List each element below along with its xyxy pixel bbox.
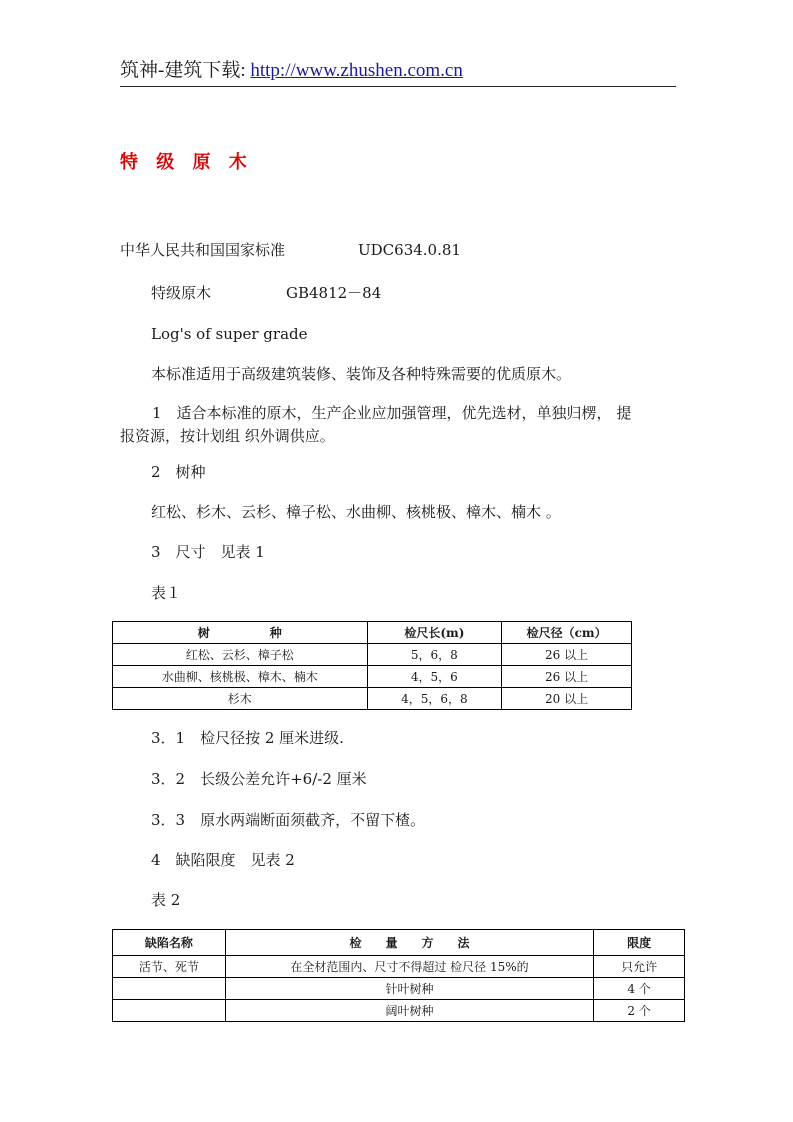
udc-code: UDC634.0.81 [358, 241, 461, 259]
table-row [113, 978, 685, 1000]
table-cell: 杉木 [113, 688, 368, 710]
table-header-cell: 检 量 方 法 [225, 930, 593, 956]
table-1-label: 表１ [151, 584, 182, 602]
clause-3-1: 3．1 检尺径按 2 厘米进级. [151, 729, 344, 747]
page-header [120, 58, 676, 87]
clause-1 [120, 402, 672, 448]
table-cell: 5，6，8 [367, 644, 502, 666]
table-cell [113, 978, 226, 1000]
clause-1-line-2: 报资源，按计划组 织外调供应。 [120, 427, 335, 445]
clause-4: 4 缺陷限度 见表 2 [151, 851, 295, 869]
site-name: 筑神-建筑下载: [120, 60, 246, 81]
clause-2: 2 树种 [151, 463, 206, 481]
table-row [113, 1000, 685, 1022]
table-cell: 4，5，6，8 [367, 688, 502, 710]
clause-3: 3 尺寸 见表 1 [151, 543, 265, 561]
table-header-cell: 检尺长(m) [367, 622, 502, 644]
table-header-cell: 限度 [594, 930, 685, 956]
table-header-cell: 检尺径（cm） [502, 622, 632, 644]
standard-org: 中华人民共和国国家标准 [120, 241, 286, 259]
table-cell: 26 以上 [502, 644, 632, 666]
table-cell: 阔叶树种 [225, 1000, 593, 1022]
clause-3-3: 3．3 原水两端断面须截齐，不留下楂。 [151, 811, 426, 829]
table-cell: 26 以上 [502, 666, 632, 688]
table-cell: 水曲柳、核桃极、樟木、楠木 [113, 666, 368, 688]
doc-title: 特 级 原 木 [120, 152, 253, 173]
table-header-row [113, 622, 632, 644]
table-cell: 2 个 [594, 1000, 685, 1022]
table-cell: 20 以上 [502, 688, 632, 710]
table-2-label: 表 2 [151, 891, 181, 909]
table-cell: 针叶树种 [225, 978, 593, 1000]
table-cell: 活节、死节 [113, 956, 226, 978]
table-cell: 4，5，6 [367, 666, 502, 688]
table-1 [112, 621, 632, 710]
table-cell [113, 1000, 226, 1022]
species-list: 红松、杉木、云杉、樟子松、水曲柳、核桃极、樟木、楠木 。 [151, 503, 561, 521]
table-header-cell: 缺陷名称 [113, 930, 226, 956]
clause-3-2: 3．2 长级公差允许+6/-2 厘米 [151, 770, 367, 788]
table-row [113, 666, 632, 688]
table-cell: 只允许 [594, 956, 685, 978]
table-row [113, 688, 632, 710]
clause-1-line-1: 1 适合本标准的原木，生产企业应加强管理，优先选材，单独归楞， 提 [152, 404, 632, 422]
table-header-row [113, 930, 685, 956]
table-cell: 在全材范围内、尺寸不得超过 检尺径 15%的 [225, 956, 593, 978]
gb-code: GB4812－84 [286, 284, 382, 302]
table-2 [112, 929, 685, 1022]
table-row [113, 644, 632, 666]
site-url-link[interactable]: http://www.zhushen.com.cn [250, 60, 463, 81]
table-cell: 红松、云杉、樟子松 [113, 644, 368, 666]
table-header-cell: 树 种 [113, 622, 368, 644]
table-cell: 4 个 [594, 978, 685, 1000]
scope-text: 本标准适用于高级建筑装修、装饰及各种特殊需要的优质原木。 [151, 365, 572, 383]
table-row [113, 956, 685, 978]
subtitle-en: Log's of super grade [151, 325, 308, 343]
subtitle-cn: 特级原木 [151, 284, 212, 302]
